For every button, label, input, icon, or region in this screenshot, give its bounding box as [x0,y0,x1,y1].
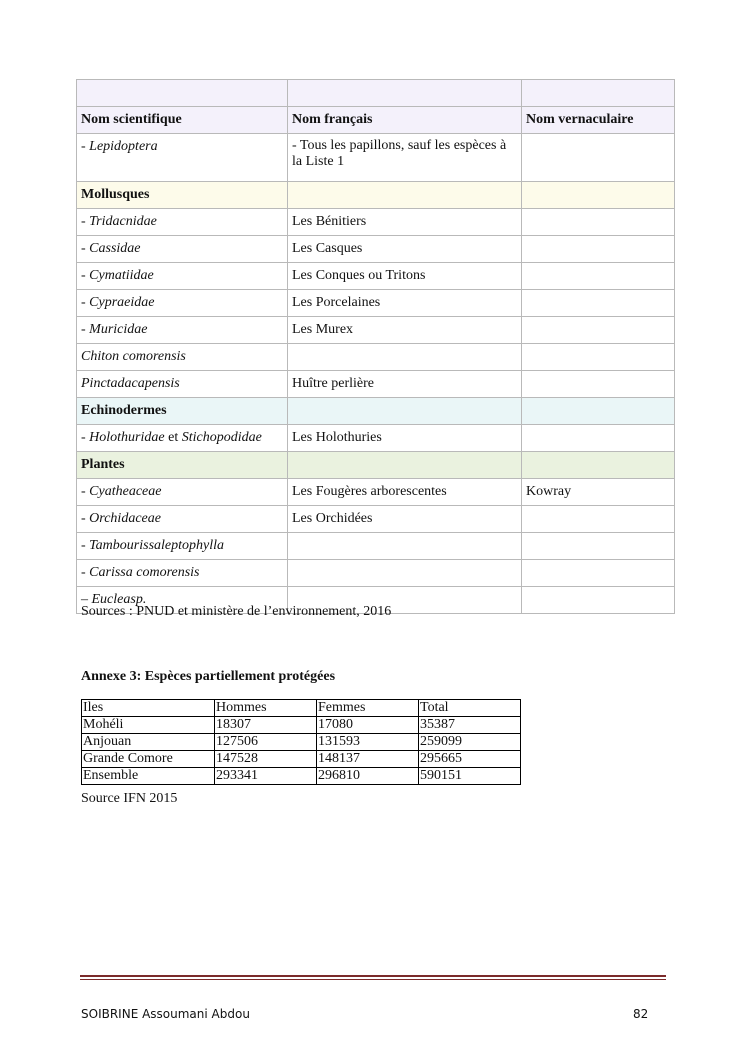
table-row [77,290,675,317]
french-name-cell: Les Bénitiers [288,209,522,236]
vernacular-name-cell [522,587,675,614]
section-label: Mollusques [77,182,288,209]
vernacular-name-cell [522,506,675,533]
vernacular-name-cell: Kowray [522,479,675,506]
table-row [77,236,675,263]
table-row [77,317,675,344]
table-row [77,134,675,182]
vernacular-name-cell [522,533,675,560]
header-scientific-name: Nom scientifique [77,107,288,134]
scientific-name-cell [77,533,288,560]
scientific-name-cell [77,479,288,506]
french-name-cell: Les Conques ou Tritons [288,263,522,290]
island-cell: Mohéli [82,717,215,734]
vernacular-name-cell [522,134,675,182]
scientific-conjunction: et [164,430,182,445]
header-french-name: Nom français [288,107,522,134]
scientific-prefix: - [81,538,90,553]
scientific-name-cell [77,371,288,398]
vernacular-name-cell [522,290,675,317]
men-cell: 293341 [215,768,317,785]
table-blank-row [77,80,675,107]
section-row-mollusques [77,182,675,209]
table-row [77,560,675,587]
scientific-name: Pinctadacapensis [81,376,180,391]
french-name-cell: Les Casques [288,236,522,263]
scientific-name-cell [77,506,288,533]
scientific-prefix: - [81,430,90,445]
scientific-prefix: - [81,241,90,256]
scientific-name-cell [77,236,288,263]
section-empty-cell [288,182,522,209]
scientific-name-cell [77,317,288,344]
french-name-cell [288,533,522,560]
scientific-name: Cymatiidae [89,268,154,283]
blank-cell [522,80,675,107]
scientific-name: Chiton comorensis [81,349,186,364]
table-row [77,479,675,506]
scientific-prefix: - [81,322,90,337]
section-label: Plantes [77,452,288,479]
table-row [77,425,675,452]
section-empty-cell [522,398,675,425]
page-number: 82 [633,1007,649,1021]
species-table-body [77,80,675,614]
vernacular-name-cell [522,560,675,587]
footer-divider [80,975,666,977]
section-empty-cell [288,452,522,479]
header-men: Hommes [215,700,317,717]
scientific-prefix: - [81,139,90,154]
scientific-name-cell [77,263,288,290]
french-name-cell: Les Porcelaines [288,290,522,317]
french-name-cell: Les Holothuries [288,425,522,452]
scientific-name-cell [77,560,288,587]
vernacular-name-cell [522,263,675,290]
french-name-cell [288,560,522,587]
header-islands: Iles [82,700,215,717]
population-table-body [82,700,521,785]
table-row [77,371,675,398]
scientific-prefix: - [81,511,90,526]
section-empty-cell [522,452,675,479]
species-sources-note: Sources : PNUD et ministère de l’environnement, 2016 [81,604,392,619]
population-row [82,717,521,734]
scientific-name: Cyatheaceae [89,484,162,499]
scientific-name: Carissa comorensis [89,565,200,580]
total-cell: 259099 [419,734,521,751]
header-total: Total [419,700,521,717]
header-vernacular-name: Nom vernaculaire [522,107,675,134]
table-header-row [77,107,675,134]
scientific-prefix: - [81,295,90,310]
vernacular-name-cell [522,209,675,236]
men-cell: 18307 [215,717,317,734]
scientific-name: Muricidae [89,322,148,337]
population-row [82,768,521,785]
women-cell: 17080 [317,717,419,734]
scientific-name: Holothuridae [89,430,165,445]
french-name-cell: Les Fougères arborescentes [288,479,522,506]
header-women: Femmes [317,700,419,717]
french-name-cell: Les Orchidées [288,506,522,533]
section-row-plantes [77,452,675,479]
vernacular-name-cell [522,344,675,371]
population-table [81,699,521,785]
scientific-prefix: - [81,214,90,229]
table-row [77,506,675,533]
species-table [76,79,675,614]
scientific-name-cell [77,425,288,452]
vernacular-name-cell [522,236,675,263]
vernacular-name-cell [522,317,675,344]
scientific-name-secondary: Stichopodidae [181,430,262,445]
section-row-echinodermes [77,398,675,425]
population-row [82,751,521,768]
scientific-name: Tambourissaleptophylla [89,538,225,553]
table-row [77,209,675,236]
women-cell: 148137 [317,751,419,768]
french-name-cell: Huître perlière [288,371,522,398]
blank-cell [77,80,288,107]
island-cell: Grande Comore [82,751,215,768]
table-row [77,533,675,560]
scientific-name-cell [77,134,288,182]
table-row [77,263,675,290]
men-cell: 147528 [215,751,317,768]
scientific-prefix: - [81,484,90,499]
population-row [82,734,521,751]
total-cell: 35387 [419,717,521,734]
scientific-prefix: - [81,565,90,580]
scientific-name: Eucleasp. [91,592,147,607]
total-cell: 295665 [419,751,521,768]
scientific-name: Orchidaceae [89,511,161,526]
scientific-name-cell [77,290,288,317]
table-row [77,344,675,371]
blank-cell [288,80,522,107]
vernacular-name-cell [522,425,675,452]
scientific-name: Cassidae [89,241,141,256]
scientific-name-cell [77,344,288,371]
section-label: Echinodermes [77,398,288,425]
footer-author: SOIBRINE Assoumani Abdou [81,1007,250,1021]
french-name-cell: - Tous les papillons, sauf les espèces à la Liste 1 [288,134,522,182]
section-empty-cell [522,182,675,209]
women-cell: 296810 [317,768,419,785]
french-name-cell [288,344,522,371]
total-cell: 590151 [419,768,521,785]
population-header-row [82,700,521,717]
scientific-name: Cypraeidae [89,295,155,310]
vernacular-name-cell [522,371,675,398]
scientific-prefix: - [81,268,90,283]
island-cell: Anjouan [82,734,215,751]
scientific-prefix: – [81,592,92,607]
scientific-name-cell [77,209,288,236]
population-sources-note: Source IFN 2015 [81,791,178,806]
section-empty-cell [288,398,522,425]
island-cell: Ensemble [82,768,215,785]
scientific-name: Tridacnidae [89,214,157,229]
footer-divider-thin [80,979,666,980]
scientific-name: Lepidoptera [89,139,158,154]
men-cell: 127506 [215,734,317,751]
french-name-cell: Les Murex [288,317,522,344]
women-cell: 131593 [317,734,419,751]
annex-title: Annexe 3: Espèces partiellement protégées [81,669,336,684]
